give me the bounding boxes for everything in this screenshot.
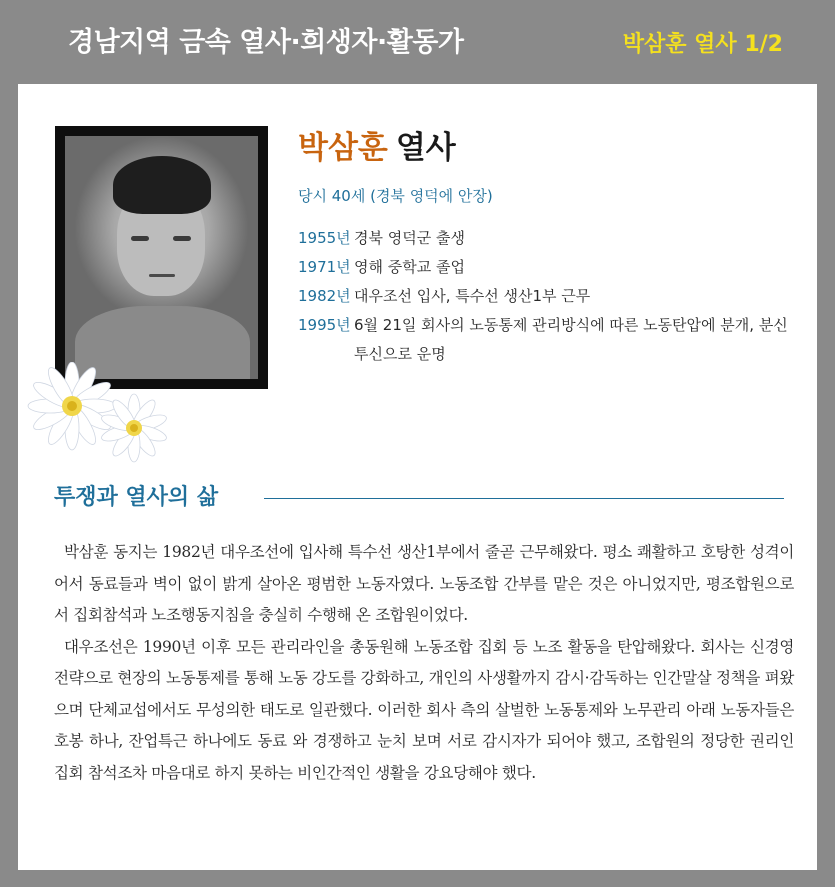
timeline-row bbox=[298, 224, 798, 253]
timeline-desc: 경북 영덕군 출생 bbox=[354, 229, 465, 247]
timeline-desc: 6월 21일 회사의 노동통제 관리방식에 따른 노동탄압에 분개, 분신 투신으로 운명 bbox=[354, 316, 788, 363]
timeline-year: 1971년 bbox=[298, 258, 351, 276]
person-title: 열사 bbox=[395, 130, 456, 166]
content-panel bbox=[18, 84, 817, 870]
portrait-photo bbox=[65, 136, 258, 379]
white-chrysanthemum-icon bbox=[24, 362, 180, 472]
header-title: 경남지역 금속 열사·희생자·활동가 bbox=[68, 27, 464, 58]
timeline-desc: 영해 중학교 졸업 bbox=[354, 258, 465, 276]
section-divider bbox=[264, 498, 784, 499]
timeline-year: 1955년 bbox=[298, 229, 351, 247]
biography-paragraph: 박삼훈 동지는 1982년 대우조선에 입사해 특수선 생산1부에서 줄곧 근무해왔다. 평소 쾌활하고 호탕한 성격이어서 동료들과 벽이 없이 밝게 살아온 평범한 노동자였다. 노동조합 간부를 맡은 것은 아니었지만, 평조합원으로서 집회참석과 노조행동지침을 충실히 수행해 온 조합원이었다. bbox=[54, 543, 794, 624]
timeline bbox=[298, 224, 798, 369]
section-title: 투쟁과 열사의 삶 bbox=[54, 485, 219, 510]
page-label: 박삼훈 열사 1/2 bbox=[622, 32, 783, 57]
timeline-year: 1982년 bbox=[298, 287, 351, 305]
person-name-heading bbox=[298, 122, 456, 167]
timeline-row bbox=[298, 311, 798, 369]
portrait-frame bbox=[55, 126, 268, 389]
timeline-desc: 대우조선 입사, 특수선 생산1부 근무 bbox=[354, 287, 591, 305]
timeline-year: 1995년 bbox=[298, 316, 351, 334]
biography-text bbox=[54, 537, 794, 789]
timeline-row bbox=[298, 253, 798, 282]
header-bar bbox=[0, 0, 835, 84]
timeline-row bbox=[298, 282, 798, 311]
person-name: 박삼훈 bbox=[298, 130, 388, 166]
biography-paragraph: 대우조선은 1990년 이후 모든 관리라인을 총동원해 노동조합 집회 등 노조 활동을 탄압해왔다. 회사는 신경영전략으로 현장의 노동통제를 통해 노동 강도를 강화하고, 개인의 사생활까지 감시·감독하는 인간말살 정책을 펴왔으며 단체교섭에서도 무성의한 태도로 일관했다. 이러한 회사 측의 살벌한 노동통제와 노무관리 아래 노동자들은 호봉 하나, 잔업특근 하나에도 동료 와 경쟁하고 눈치 보며 서로 감시자가 되어야 했고, 조합원의 정당한 권리인 집회 참석조차 마음대로 하지 못하는 비인간적인 생활을 강요당해야 했다. bbox=[54, 637, 794, 782]
age-burial-info: 당시 40세 (경북 영덕에 안장) bbox=[298, 187, 493, 205]
